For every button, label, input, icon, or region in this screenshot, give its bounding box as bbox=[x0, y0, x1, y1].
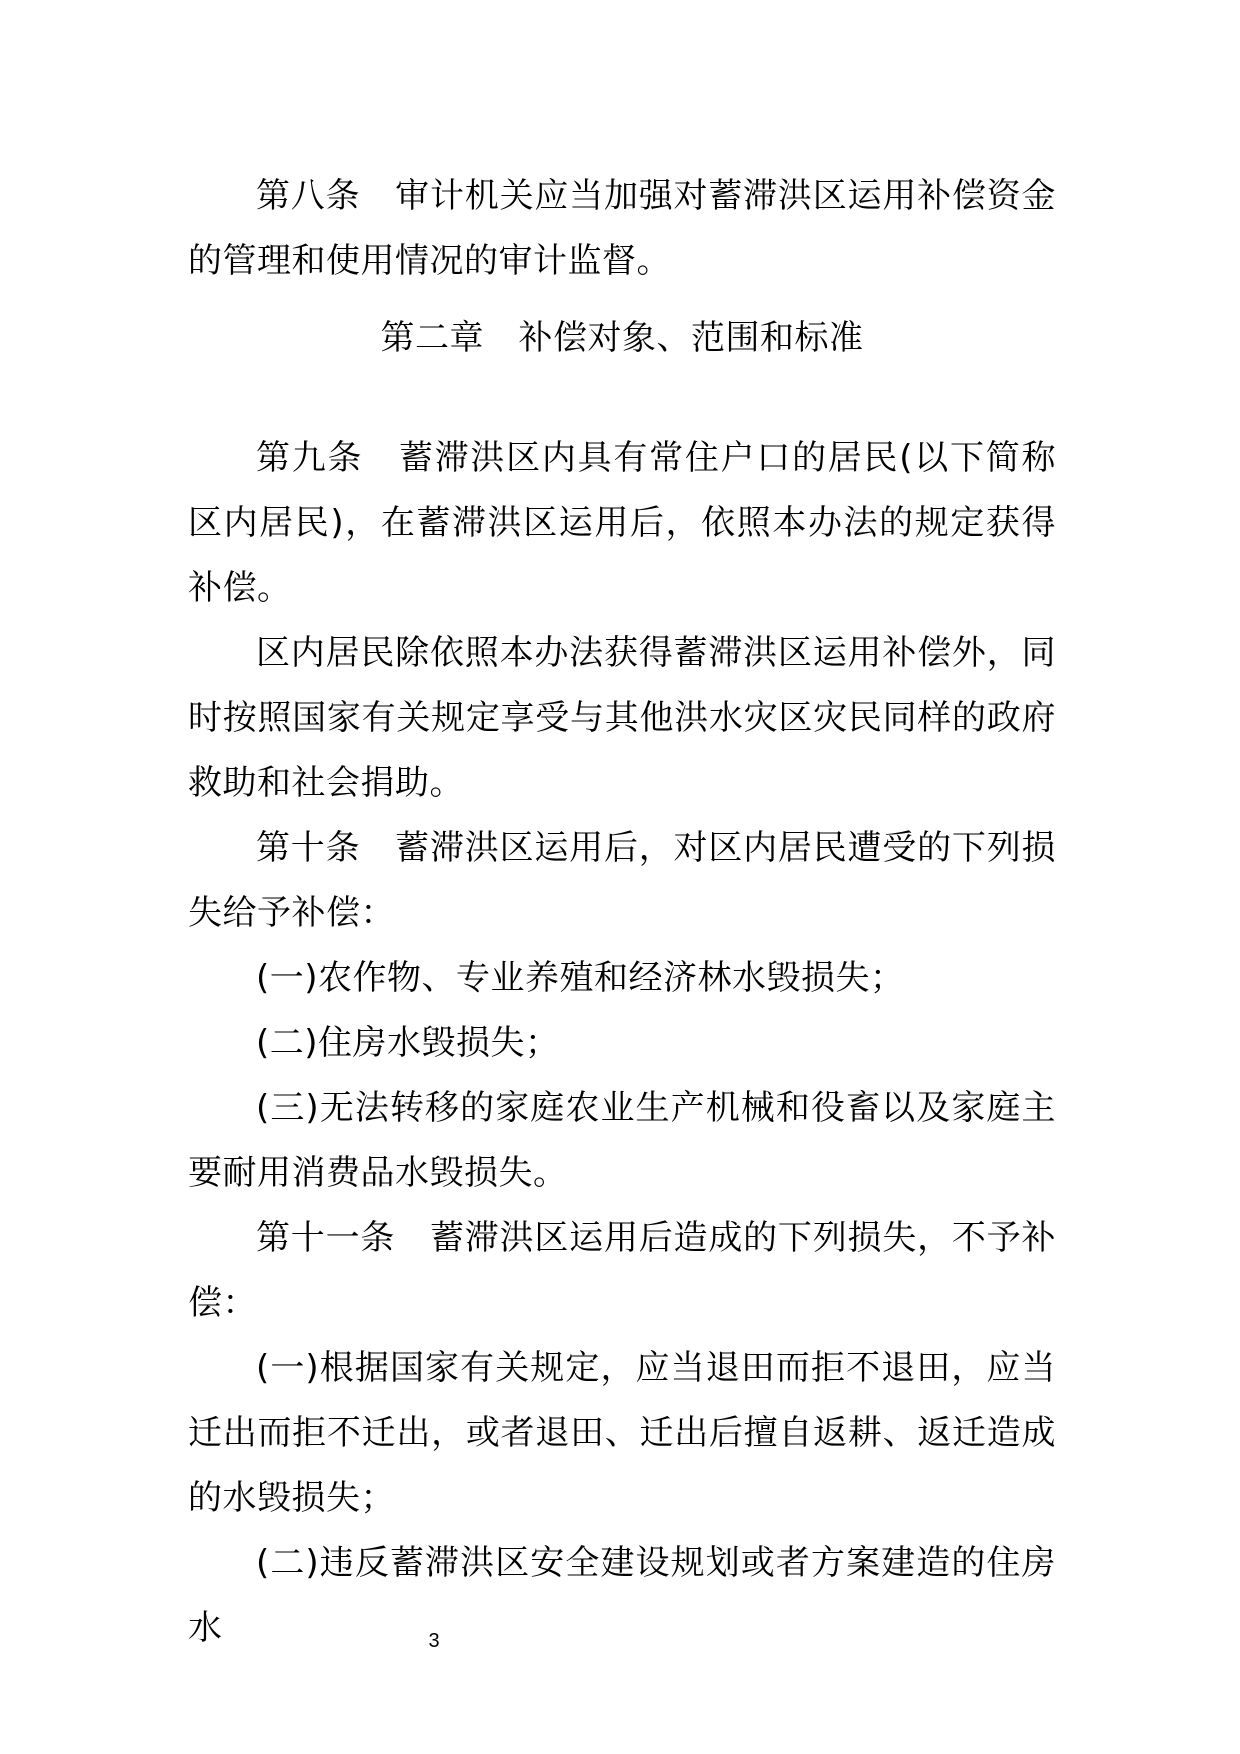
page-number: 3 bbox=[428, 1630, 440, 1652]
article-10-item-1: (一)农作物、专业养殖和经济林水毁损失； bbox=[256, 958, 905, 998]
article-11-item-1: (一)根据国家有关规定，应当退田而拒不退田，应当迁出而拒不迁出，或者退田、迁出后擅自返耕、返迁造成的水毁损失； bbox=[188, 1348, 1056, 1518]
article-10-paragraph: 第十条 蓄滞洪区运用后，对区内居民遭受的下列损失给予补偿： bbox=[188, 828, 1056, 933]
article-10-item-3: (三)无法转移的家庭农业生产机械和役畜以及家庭主要耐用消费品水毁损失。 bbox=[188, 1088, 1056, 1193]
article-10-item-2: (二)住房水毁损失； bbox=[256, 1023, 560, 1063]
article-8-paragraph: 第八条 审计机关应当加强对蓄滞洪区运用补偿资金的管理和使用情况的审计监督。 bbox=[188, 176, 1056, 281]
article-11-item-2: (二)违反蓄滞洪区安全建设规划或者方案建造的住房水 bbox=[188, 1543, 1056, 1648]
chapter-heading: 第二章 补偿对象、范围和标准 bbox=[380, 318, 864, 358]
article-11-paragraph: 第十一条 蓄滞洪区运用后造成的下列损失，不予补偿： bbox=[188, 1218, 1056, 1323]
document-page bbox=[188, 164, 1056, 1661]
article-9-supplement-paragraph: 区内居民除依照本办法获得蓄滞洪区运用补偿外，同时按照国家有关规定享受与其他洪水灾区灾民同样的政府救助和社会捐助。 bbox=[188, 633, 1056, 803]
article-9-paragraph: 第九条 蓄滞洪区内具有常住户口的居民(以下简称区内居民)，在蓄滞洪区运用后，依照本办法的规定获得补偿。 bbox=[188, 438, 1056, 608]
